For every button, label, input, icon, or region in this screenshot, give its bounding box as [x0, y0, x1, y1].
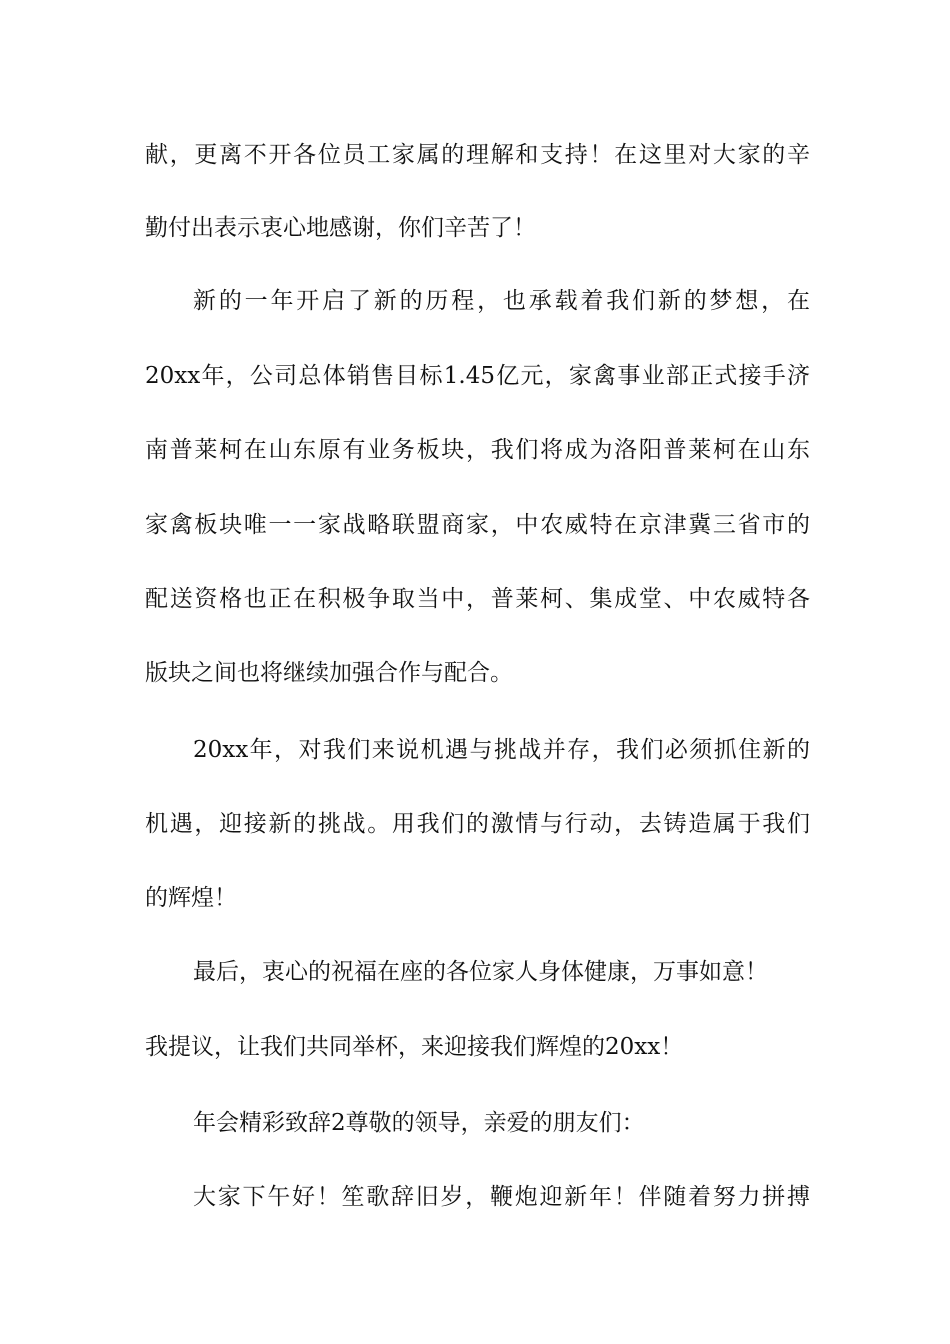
paragraph-first-line: 年会精彩致辞2尊敬的领导，亲爱的朋友们： — [193, 1110, 645, 1136]
text-line: 的辉煌！ — [145, 885, 237, 911]
paragraph-first-line: 大家下午好！笙歌辞旧岁，鞭炮迎新年！伴随着努力拼搏 — [193, 1184, 810, 1210]
text-line: 我提议，让我们共同举杯，来迎接我们辉煌的20xx！ — [145, 1034, 684, 1060]
text-line: 家禽板块唯一一家战略联盟商家，中农威特在京津冀三省市的 — [145, 512, 810, 538]
text-line: 勤付出表示衷心地感谢，你们辛苦了！ — [145, 215, 536, 241]
text-line: 版块之间也将继续加强合作与配合。 — [145, 660, 513, 686]
paragraph-first-line: 新的一年开启了新的历程，也承载着我们新的梦想，在 — [193, 288, 810, 314]
text-line: 献，更离不开各位员工家属的理解和支持！在这里对大家的辛 — [145, 142, 810, 168]
text-line: 机遇，迎接新的挑战。用我们的激情与行动，去铸造属于我们 — [145, 811, 810, 837]
paragraph-first-line: 20xx年，对我们来说机遇与挑战并存，我们必须抓住新的 — [193, 737, 810, 763]
text-line: 配送资格也正在积极争取当中，普莱柯、集成堂、中农威特各 — [145, 586, 810, 612]
text-line: 南普莱柯在山东原有业务板块，我们将成为洛阳普莱柯在山东 — [145, 437, 810, 463]
text-line: 20xx年，公司总体销售目标1.45亿元，家禽事业部正式接手济 — [145, 363, 810, 389]
paragraph-first-line: 最后，衷心的祝福在座的各位家人身体健康，万事如意！ — [193, 959, 768, 985]
